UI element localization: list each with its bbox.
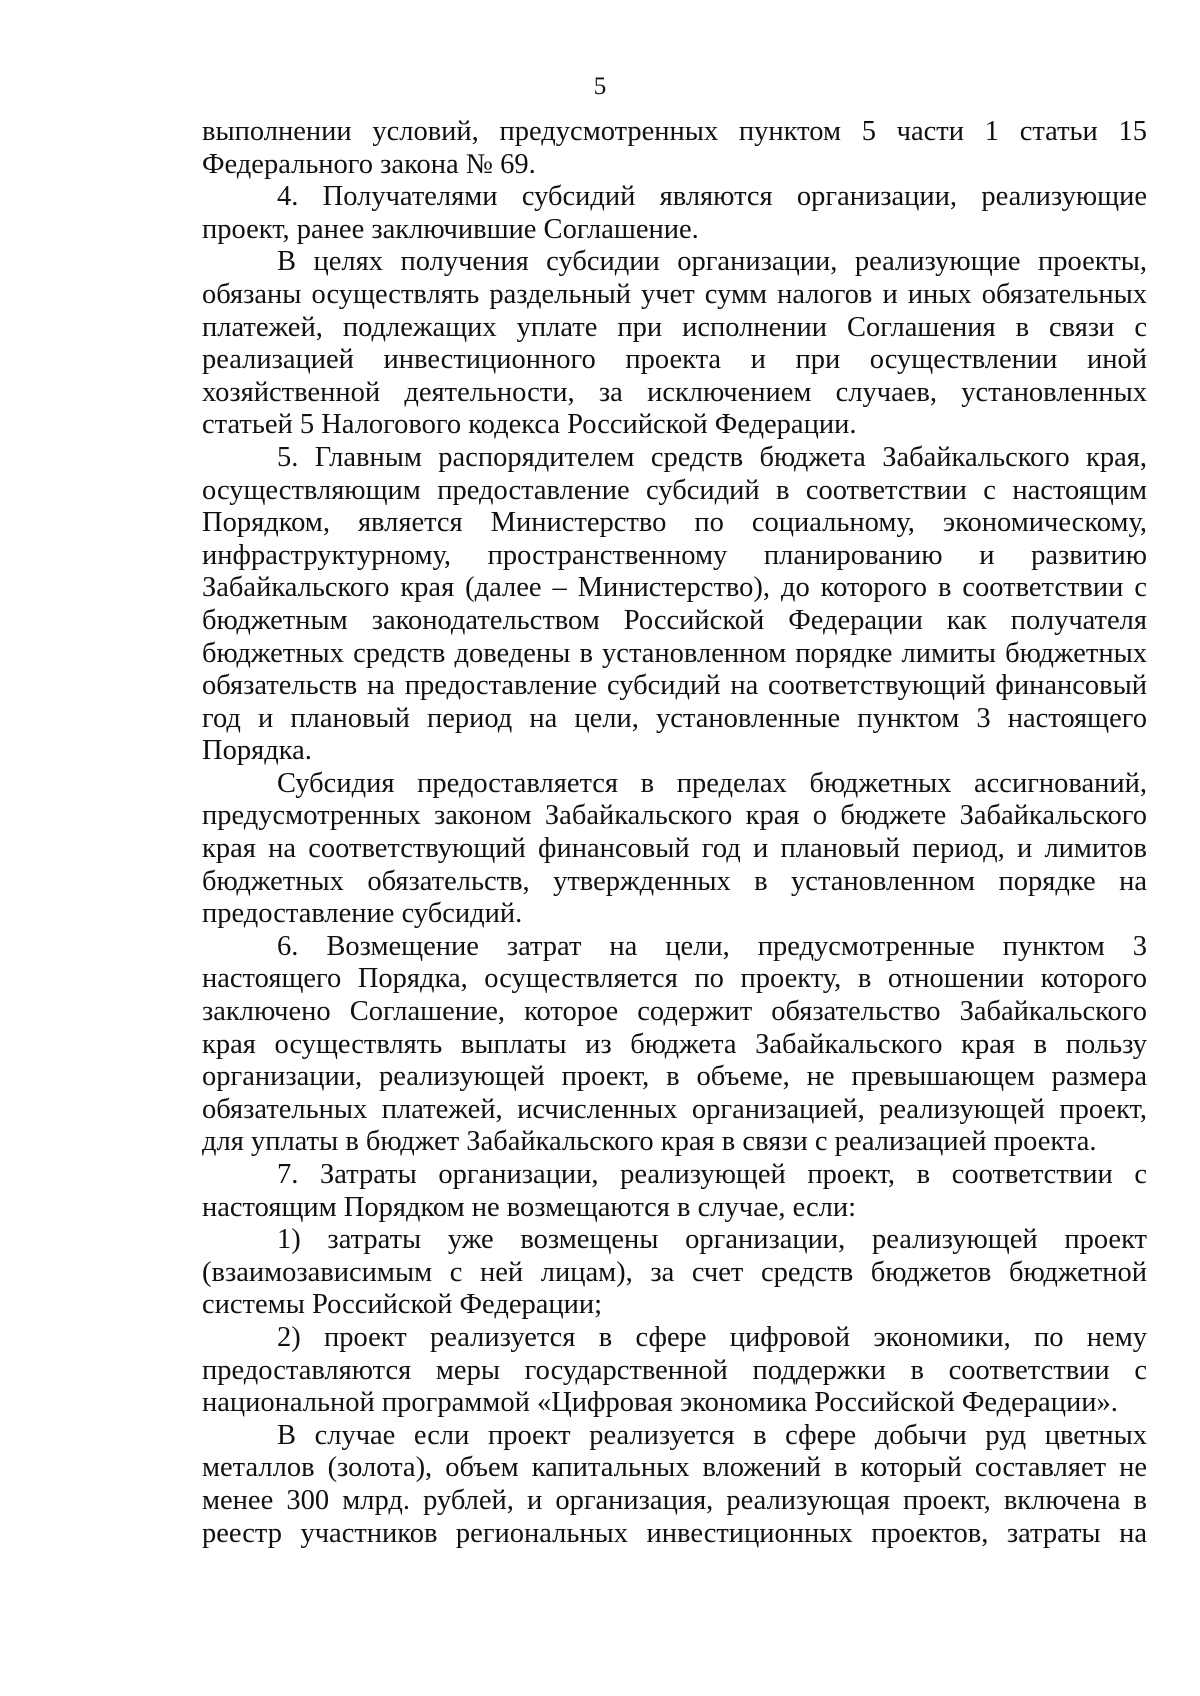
document-body [202, 116, 1147, 1550]
paragraph-item-5: 5. Главным распорядителем средств бюджета Забайкальского края, осуществляющим предоставление субсидий в соответствии с настоящим Порядком, является Министерство по социальному, экономическому, инфраструктурному, пространственному планированию и развитию Забайкальского края (далее – Министерство), до которого в соответствии с бюджетным законодательством Российской Федерации как получателя бюджетных средств доведены в установленном порядке лимиты бюджетных обязательств на предоставление субсидий на соответствующий финансовый год и плановый период на цели, установленные пунктом 3 настоящего Порядка. [202, 441, 1147, 767]
paragraph-subitem-2: 2) проект реализуется в сфере цифровой экономики, по нему предоставляются меры государственной поддержки в соответствии с национальной программой «Цифровая экономика Российской Федерации». [202, 1321, 1147, 1419]
page-number: 5 [593, 73, 607, 100]
paragraph-item-4: 4. Получателями субсидий являются организации, реализующие проект, ранее заключившие Соглашение. [202, 181, 1147, 245]
paragraph-metals-case: В случае если проект реализуется в сфере добычи руд цветных металлов (золота), объем капитальных вложений в который составляет не менее 300 млрд. рублей, и организация, реализующая проект, включена в реестр участников региональных инвестиционных проектов, затраты на [202, 1419, 1147, 1549]
paragraph-separate-accounting: В целях получения субсидии организации, реализующие проекты, обязаны осуществлять раздельный учет сумм налогов и иных обязательных платежей, подлежащих уплате при исполнении Соглашения в связи с реализацией инвестиционного проекта и при осуществлении иной хозяйственной деятельности, за исключением случаев, установленных статьей 5 Налогового кодекса Российской Федерации. [202, 246, 1147, 441]
paragraph-item-6: 6. Возмещение затрат на цели, предусмотренные пунктом 3 настоящего Порядка, осуществляется по проекту, в отношении которого заключено Соглашение, которое содержит обязательство Забайкальского края осуществлять выплаты из бюджета Забайкальского края в пользу организации, реализующей проект, в объеме, не превышающем размера обязательных платежей, исчисленных организацией, реализующей проект, для уплаты в бюджет Забайкальского края в связи с реализацией проекта. [202, 930, 1147, 1158]
paragraph-subsidy-limits: Субсидия предоставляется в пределах бюджетных ассигнований, предусмотренных законом Забайкальского края о бюджете Забайкальского края на соответствующий финансовый год и плановый период, и лимитов бюджетных обязательств, утвержденных в установленном порядке на предоставление субсидий. [202, 767, 1147, 930]
paragraph-subitem-1: 1) затраты уже возмещены организации, реализующей проект (взаимозависимым с ней лицам), за счет средств бюджетов бюджетной системы Российской Федерации; [202, 1224, 1147, 1321]
paragraph-continuation: выполнении условий, предусмотренных пунктом 5 части 1 статьи 15 Федерального закона № 69. [202, 116, 1147, 180]
paragraph-item-7: 7. Затраты организации, реализующей проект, в соответствии с настоящим Порядком не возмещаются в случае, если: [202, 1159, 1147, 1223]
